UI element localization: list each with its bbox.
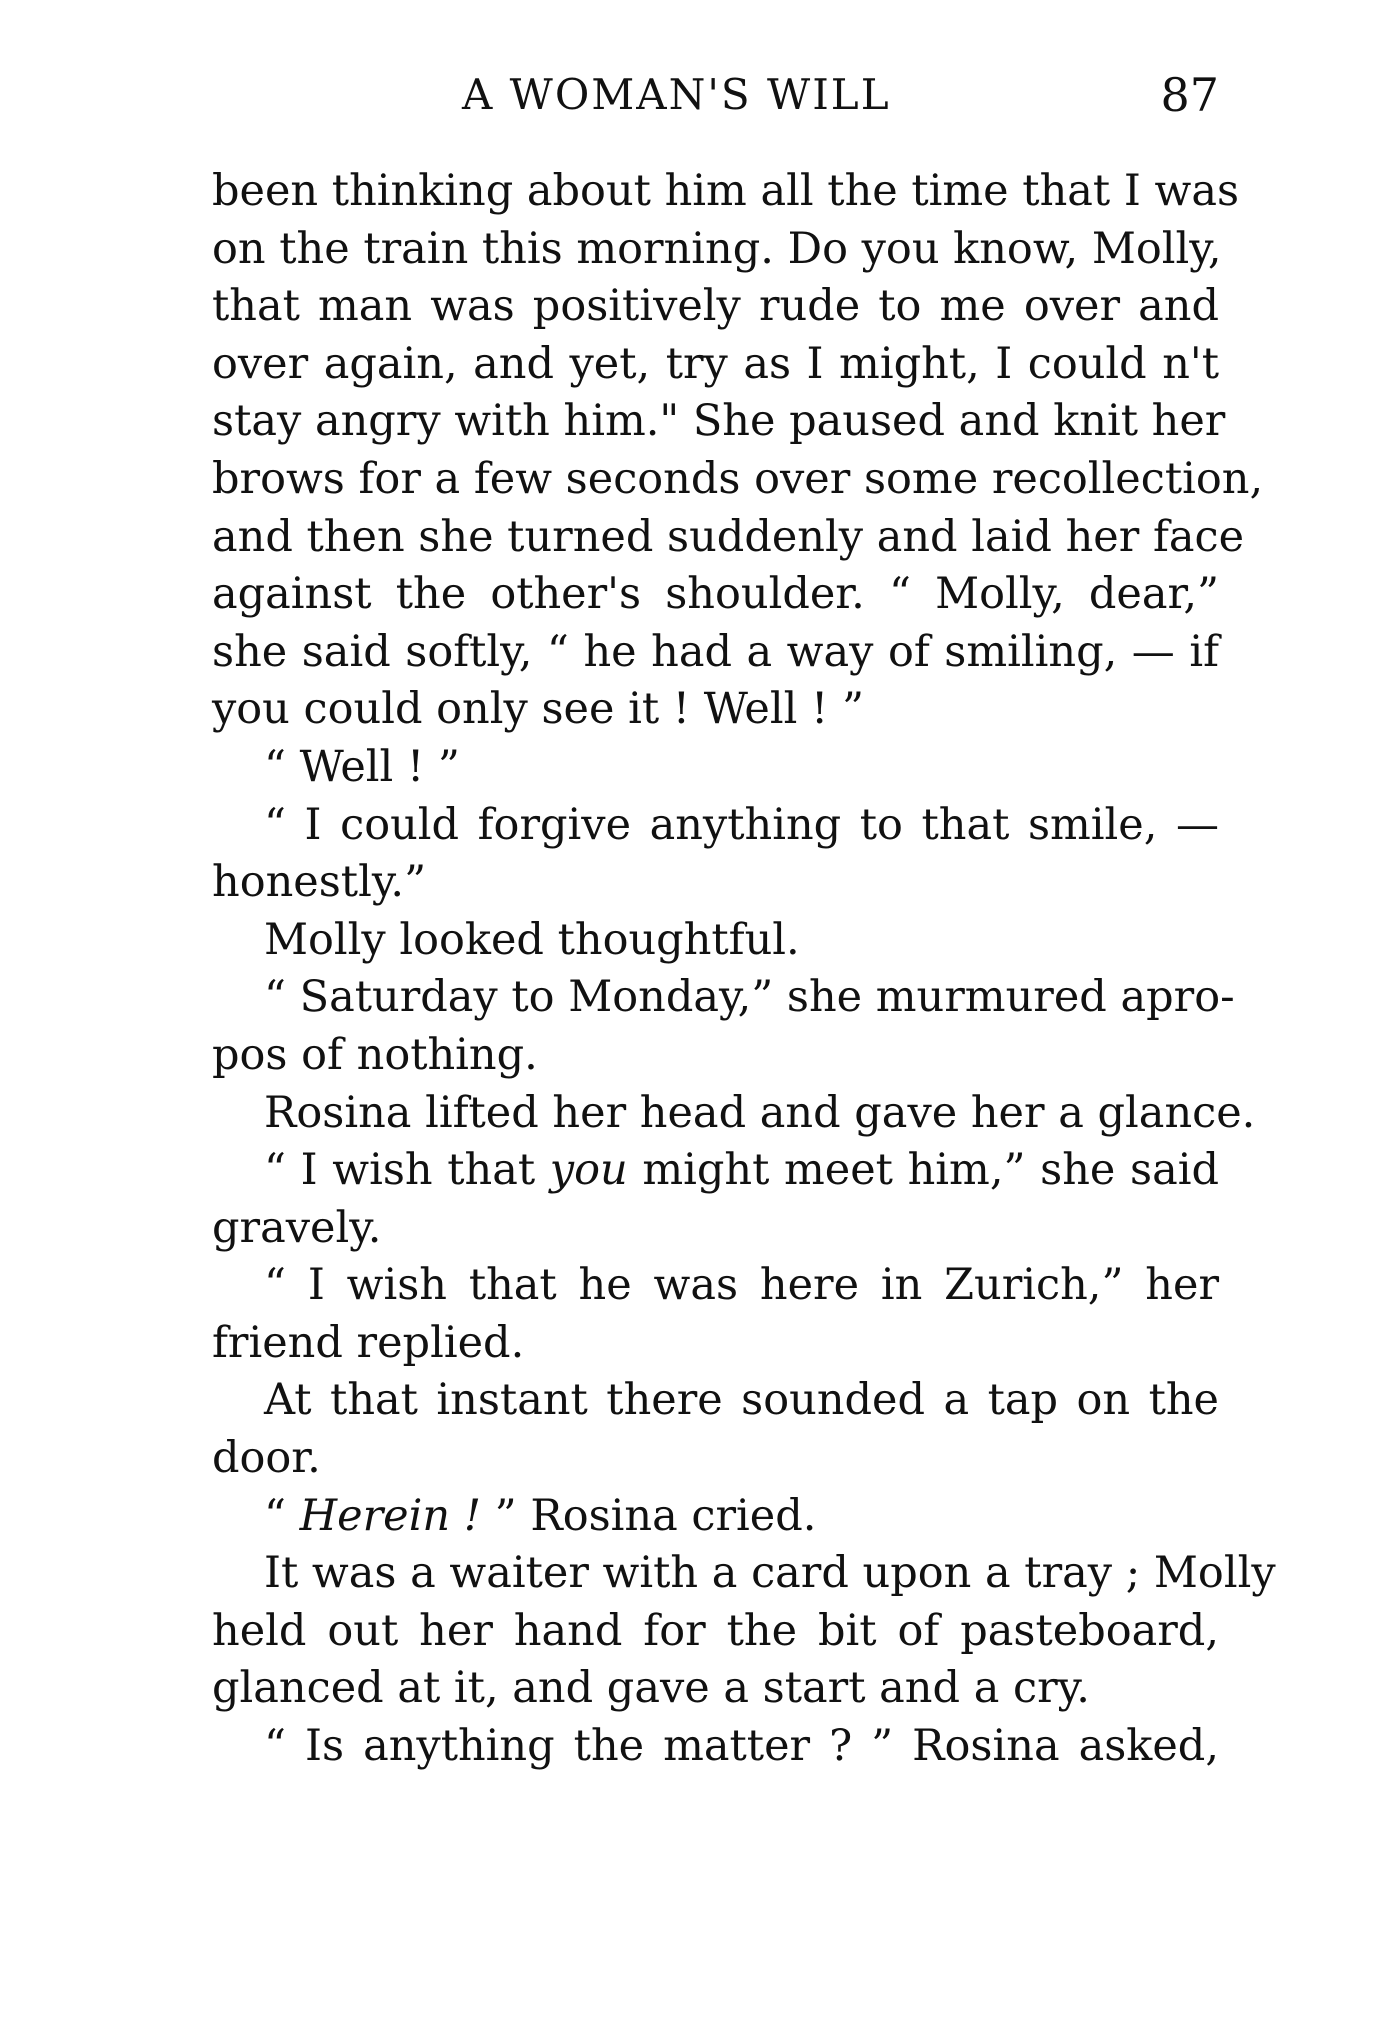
text-line: “ Well ! ” [264, 741, 460, 792]
text-line: she said softly, “ he had a way of smiling, — if [212, 626, 1219, 677]
italic-text: Herein ! [299, 1490, 481, 1541]
text-line: At that instant there sounded a tap on the [264, 1375, 1219, 1426]
text-line: been thinking about him all the time that I was [212, 166, 1240, 216]
italic-text: you [549, 1145, 628, 1196]
text-line: against the other's shoulder. “ Molly, dear,” [212, 569, 1219, 620]
running-head [212, 70, 1219, 130]
text-line: pos of nothing. [212, 1029, 538, 1080]
text-segment: ” Rosina cried. [481, 1490, 817, 1541]
text-line: on the train this morning. Do you know, Molly, [212, 223, 1222, 274]
text-line: held out her hand for the bit of pasteboard, [212, 1605, 1219, 1656]
text-segment: “ I wish that [264, 1145, 550, 1196]
text-line: brows for a few seconds over some recollection, [212, 453, 1264, 504]
text-line: honestly.” [212, 857, 427, 908]
text-segment: might meet him,” she said [627, 1145, 1219, 1196]
text-line: “ Saturday to Monday,” she murmured apro- [264, 972, 1235, 1023]
running-title: A WOMAN'S WILL [462, 70, 891, 119]
text-line: over again, and yet, try as I might, I could n't [212, 338, 1219, 389]
text-line: you could only see it ! Well ! ” [212, 684, 864, 735]
text-line [212, 1142, 1219, 1200]
text-line: Rosina lifted her head and gave her a glance. [264, 1087, 1256, 1138]
page-number: 87 [1160, 68, 1219, 122]
text-line: that man was positively rude to me over and [212, 281, 1219, 332]
body-text [212, 163, 1276, 1776]
text-line: glanced at it, and gave a start and a cry. [212, 1663, 1090, 1714]
text-line: and then she turned suddenly and laid her face [212, 511, 1245, 562]
text-line: gravely. [212, 1202, 382, 1253]
text-line: stay angry with him." She paused and knit her [212, 396, 1226, 447]
text-line: door. [212, 1433, 321, 1484]
text-line: Molly looked thoughtful. [264, 914, 800, 965]
text-line: “ I wish that he was here in Zurich,” her [264, 1260, 1219, 1311]
text-segment: “ [264, 1490, 300, 1541]
text-line [212, 1488, 1219, 1546]
text-line: “ I could forgive anything to that smile, — [264, 799, 1219, 850]
text-line: friend replied. [212, 1317, 525, 1368]
text-line: “ Is anything the matter ? ” Rosina asked, [264, 1721, 1219, 1772]
text-line: It was a waiter with a card upon a tray ; Molly [264, 1548, 1276, 1599]
